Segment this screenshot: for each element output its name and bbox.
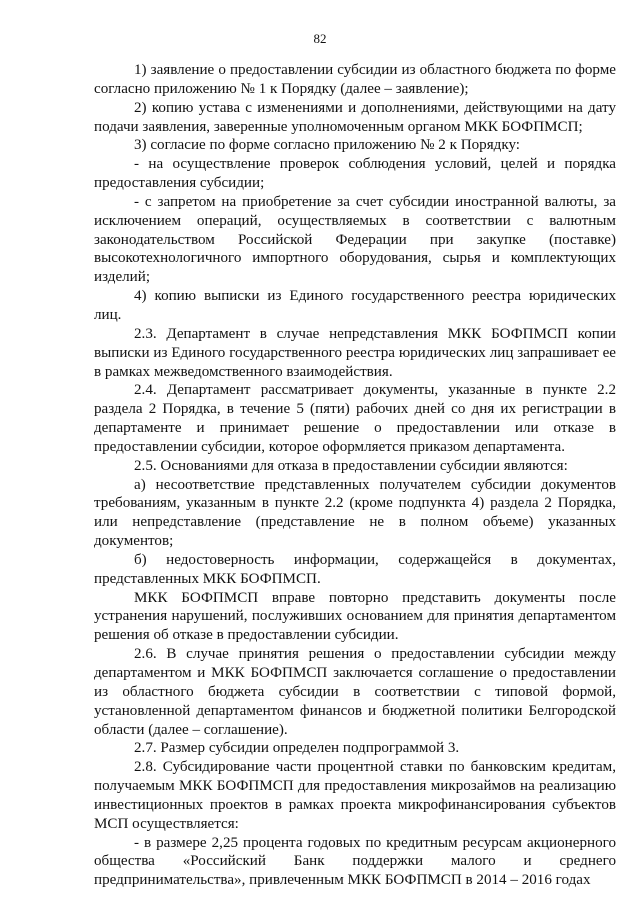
paragraph-1-statement: 1) заявление о предоставлении субсидии из областного бюджета по форме согласно приложению № 1 к Порядку (далее – заявление); [94, 62, 616, 97]
document-body [94, 61, 616, 890]
paragraph-2-8: 2.8. Субсидирование части процентной ставки по банковским кредитам, получаемым МКК БОФПМСП для предоставления микрозаймов на реализацию инвестиционных проектов в рамках проекта микрофинансирования субъектов МСП осуществляется: [94, 759, 616, 832]
paragraph-3-consent: 3) согласие по форме согласно приложению № 2 к Порядку: [134, 137, 520, 154]
paragraph-2-3: 2.3. Департамент в случае непредставления МКК БОФПМСП копии выписки из Единого государственного реестра юридических лиц запрашивает ее в рамках межведомственного взаимодействия. [94, 325, 616, 380]
paragraph-2-charter-copy: 2) копию устава с изменениями и дополнениями, действующими на дату подачи заявления, заверенные уполномоченным органом МКК БОФПМСП; [94, 99, 616, 135]
page-number: 82 [313, 31, 327, 46]
paragraph-2-6: 2.6. В случае принятия решения о предоставлении субсидии между департаментом и МКК БОФПМСП заключается соглашение о предоставлении из областного бюджета субсидии в соответствии с типовой формой, установленной департаментом финансов и бюджетной политики Белгородской области (далее – соглашение). [94, 646, 616, 738]
paragraph-2-4: 2.4. Департамент рассматривает документы, указанные в пункте 2.2 раздела 2 Порядка, в течение 5 (пяти) рабочих дней со дня их регистрации в департаменте и принимает решение о предоставлении или отказе в предоставлении субсидии, которое оформляется приказом департамента. [94, 382, 616, 455]
paragraph-2-7: 2.7. Размер субсидии определен подпрограммой 3. [134, 740, 460, 757]
paragraph-2-5-b: б) недостоверность информации, содержащейся в документах, представленных МКК БОФПМСП. [94, 551, 616, 587]
paragraph-consent-currency-ban: - с запретом на приобретение за счет субсидии иностранной валюты, за исключением операций, осуществляемых в соответствии с валютным законодательством Российской Федерации при закупке (поставке) высокотехнологичного импортного оборудования, сырья и комплектующих изделий; [94, 193, 616, 286]
paragraph-consent-inspections: - на осуществление проверок соблюдения условий, целей и порядка предоставления субсидии; [94, 156, 616, 192]
paragraph-2-5: 2.5. Основаниями для отказа в предоставлении субсидии являются: [134, 457, 568, 474]
paragraph-resubmission: МКК БОФПМСП вправе повторно представить документы после устранения нарушений, послуживших основанием для принятия департаментом решения об отказе в предоставлении субсидии. [94, 589, 616, 644]
paragraph-2-5-a: а) несоответствие представленных получателем субсидии документов требованиям, указанным в пункте 2.2 (кроме подпункта 4) раздела 2 Порядка, или непредставление (представление не в полном объеме) указанных документов; [94, 476, 616, 550]
paragraph-2-8-rate: - в размере 2,25 процента годовых по кредитным ресурсам акционерного общества «Российский Банк поддержки малого и среднего предпринимательства», привлеченным МКК БОФПМСП в 2014 – 2016 годах [94, 834, 616, 889]
paragraph-4-registry-extract: 4) копию выписки из Единого государственного реестра юридических лиц. [94, 288, 616, 323]
